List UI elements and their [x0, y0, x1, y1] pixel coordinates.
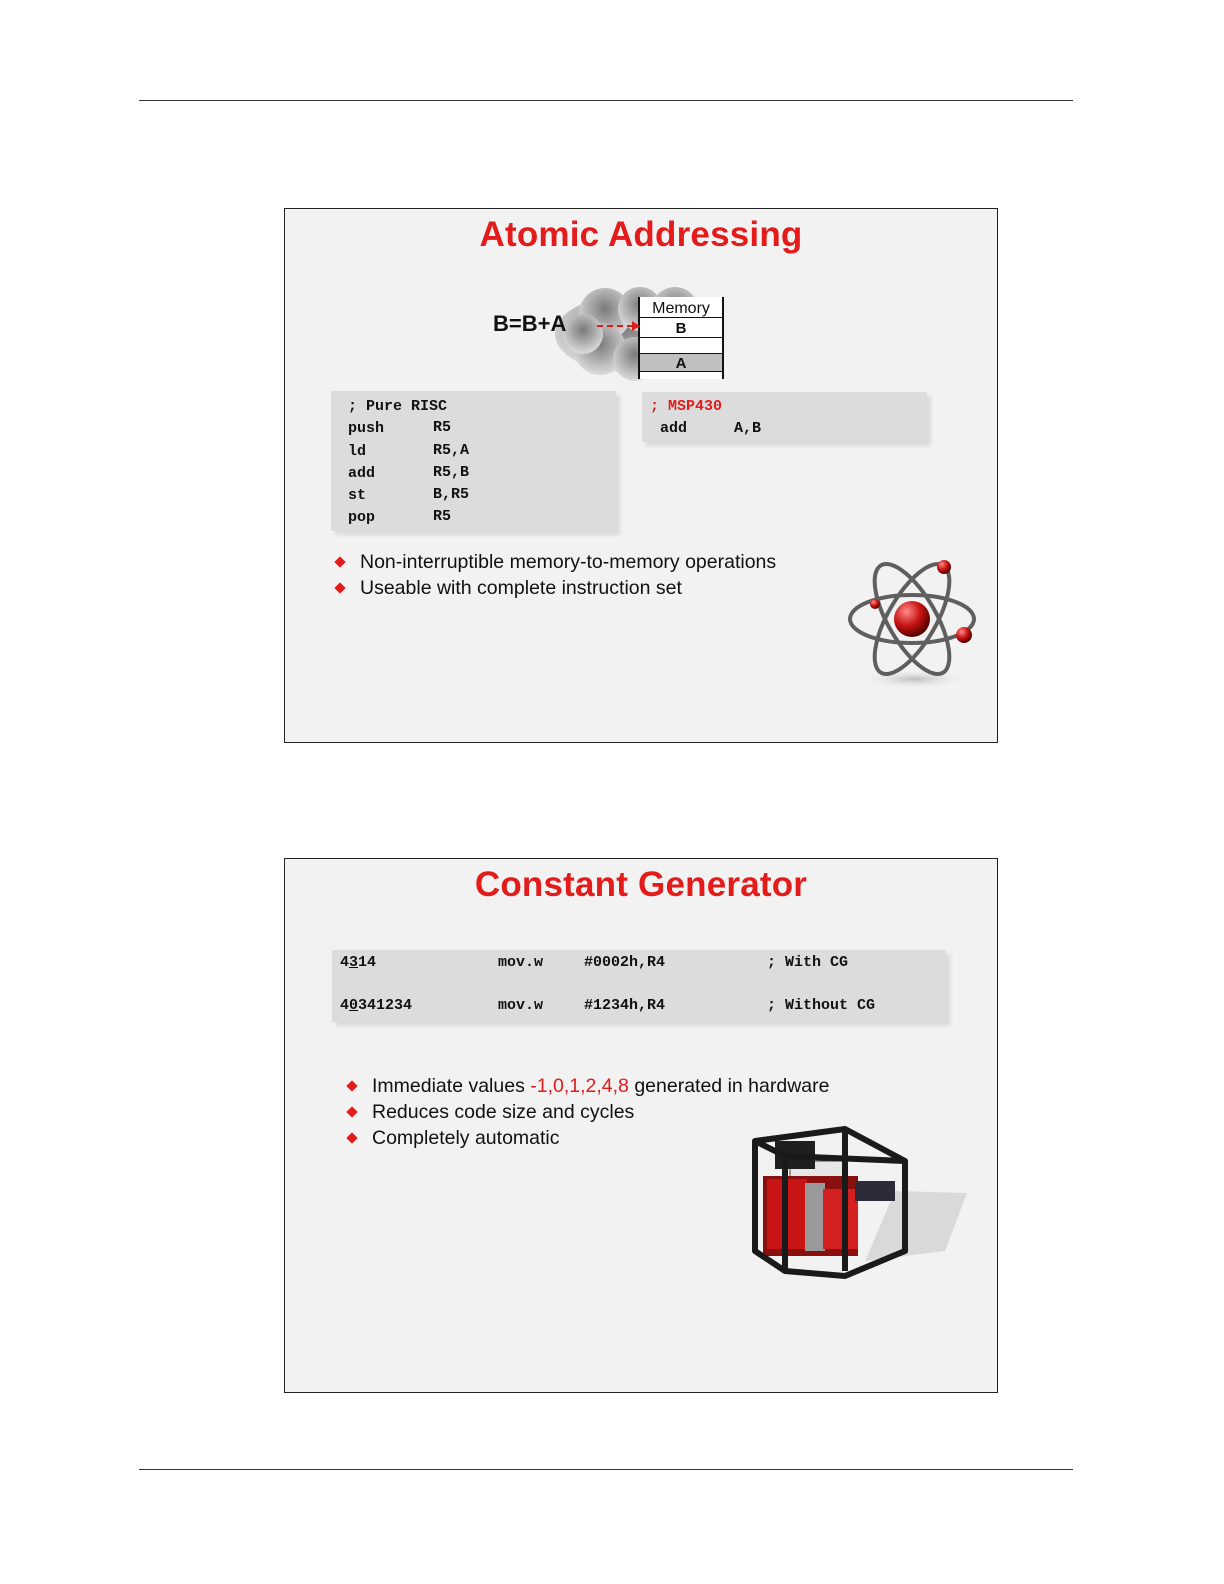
opcode-hex [340, 997, 412, 1014]
memory-label: Memory [652, 300, 710, 317]
code-comment: ; With CG [767, 954, 849, 971]
bullet-text: Non-interruptible memory-to-memory operations [360, 551, 777, 573]
header-rule [139, 100, 1073, 101]
msp430-code-box [642, 392, 927, 442]
code-arg: R5,A [433, 441, 470, 459]
bullet-item [345, 1073, 829, 1099]
code-op: ; Pure RISC [348, 398, 448, 415]
bullet-list [345, 1099, 634, 1151]
bullet-item [345, 1125, 634, 1151]
code-op: st [348, 487, 367, 505]
msp430-op: add [660, 420, 688, 437]
opcode-underlined-digit: 0 [349, 997, 359, 1014]
code-line [348, 486, 470, 508]
diamond-bullet-icon [346, 1106, 357, 1117]
code-op: mov.w [498, 997, 544, 1014]
diamond-bullet-icon [334, 556, 345, 567]
code-row [340, 954, 940, 976]
bullet-text: Immediate values [372, 1075, 531, 1097]
opcode-hex [340, 954, 376, 971]
memory-cell-a: A [675, 355, 687, 372]
code-arg: #0002h,R4 [584, 954, 666, 971]
code-op: pop [348, 509, 376, 527]
msp430-comment: ; MSP430 [650, 398, 723, 415]
bullet-item [333, 549, 776, 575]
diamond-bullet-icon [346, 1132, 357, 1143]
code-arg: #1234h,R4 [584, 997, 666, 1014]
code-line [348, 397, 447, 419]
bullet-item [345, 1099, 634, 1125]
slide-title: Atomic Addressing [479, 215, 803, 254]
opcode-digits: 4 [340, 997, 350, 1014]
slide-atomic-addressing [284, 208, 998, 743]
atom-icon [840, 549, 985, 694]
code-line [348, 441, 470, 464]
opcode-digits: 4 [340, 954, 350, 971]
code-op: add [348, 464, 376, 482]
diamond-bullet-icon [334, 582, 345, 593]
bullet-text: generated in hardware [628, 1075, 830, 1097]
code-arg: R5 [433, 508, 452, 526]
code-arg: R5,B [433, 463, 470, 481]
memory-cell-b: B [675, 320, 687, 337]
equation: B=B+A [493, 311, 567, 336]
footer-rule [139, 1469, 1073, 1470]
code-arg: R5 [433, 419, 452, 437]
code-op: push [348, 420, 385, 438]
bullet-text: Reduces code size and cycles [372, 1101, 635, 1123]
bullet-text: Useable with complete instruction set [360, 577, 682, 599]
slide-title: Constant Generator [474, 865, 808, 904]
cg-code-box [332, 950, 946, 1022]
generator-icon [745, 1121, 975, 1291]
code-line [348, 419, 452, 441]
code-arg: B,R5 [433, 486, 470, 504]
code-comment: ; Without CG [767, 997, 876, 1014]
diamond-bullet-icon [346, 1080, 357, 1091]
msp430-arg: A,B [734, 420, 762, 437]
slide-constant-generator [284, 858, 998, 1393]
bullet-item [333, 575, 776, 601]
code-op: ld [348, 442, 367, 460]
code-line [348, 508, 452, 530]
bullet-list [345, 1073, 829, 1099]
opcode-digits: 341234 [358, 997, 413, 1014]
opcode-digits: 14 [358, 954, 377, 971]
bullet-text: Completely automatic [372, 1127, 560, 1149]
code-op: mov.w [498, 954, 544, 971]
code-line [348, 463, 470, 486]
risc-code-box [331, 391, 616, 531]
bullet-list [333, 549, 776, 601]
code-row [340, 997, 940, 1019]
immediate-values: -1,0,1,2,4,8 [530, 1075, 629, 1097]
opcode-underlined-digit: 3 [349, 954, 359, 971]
